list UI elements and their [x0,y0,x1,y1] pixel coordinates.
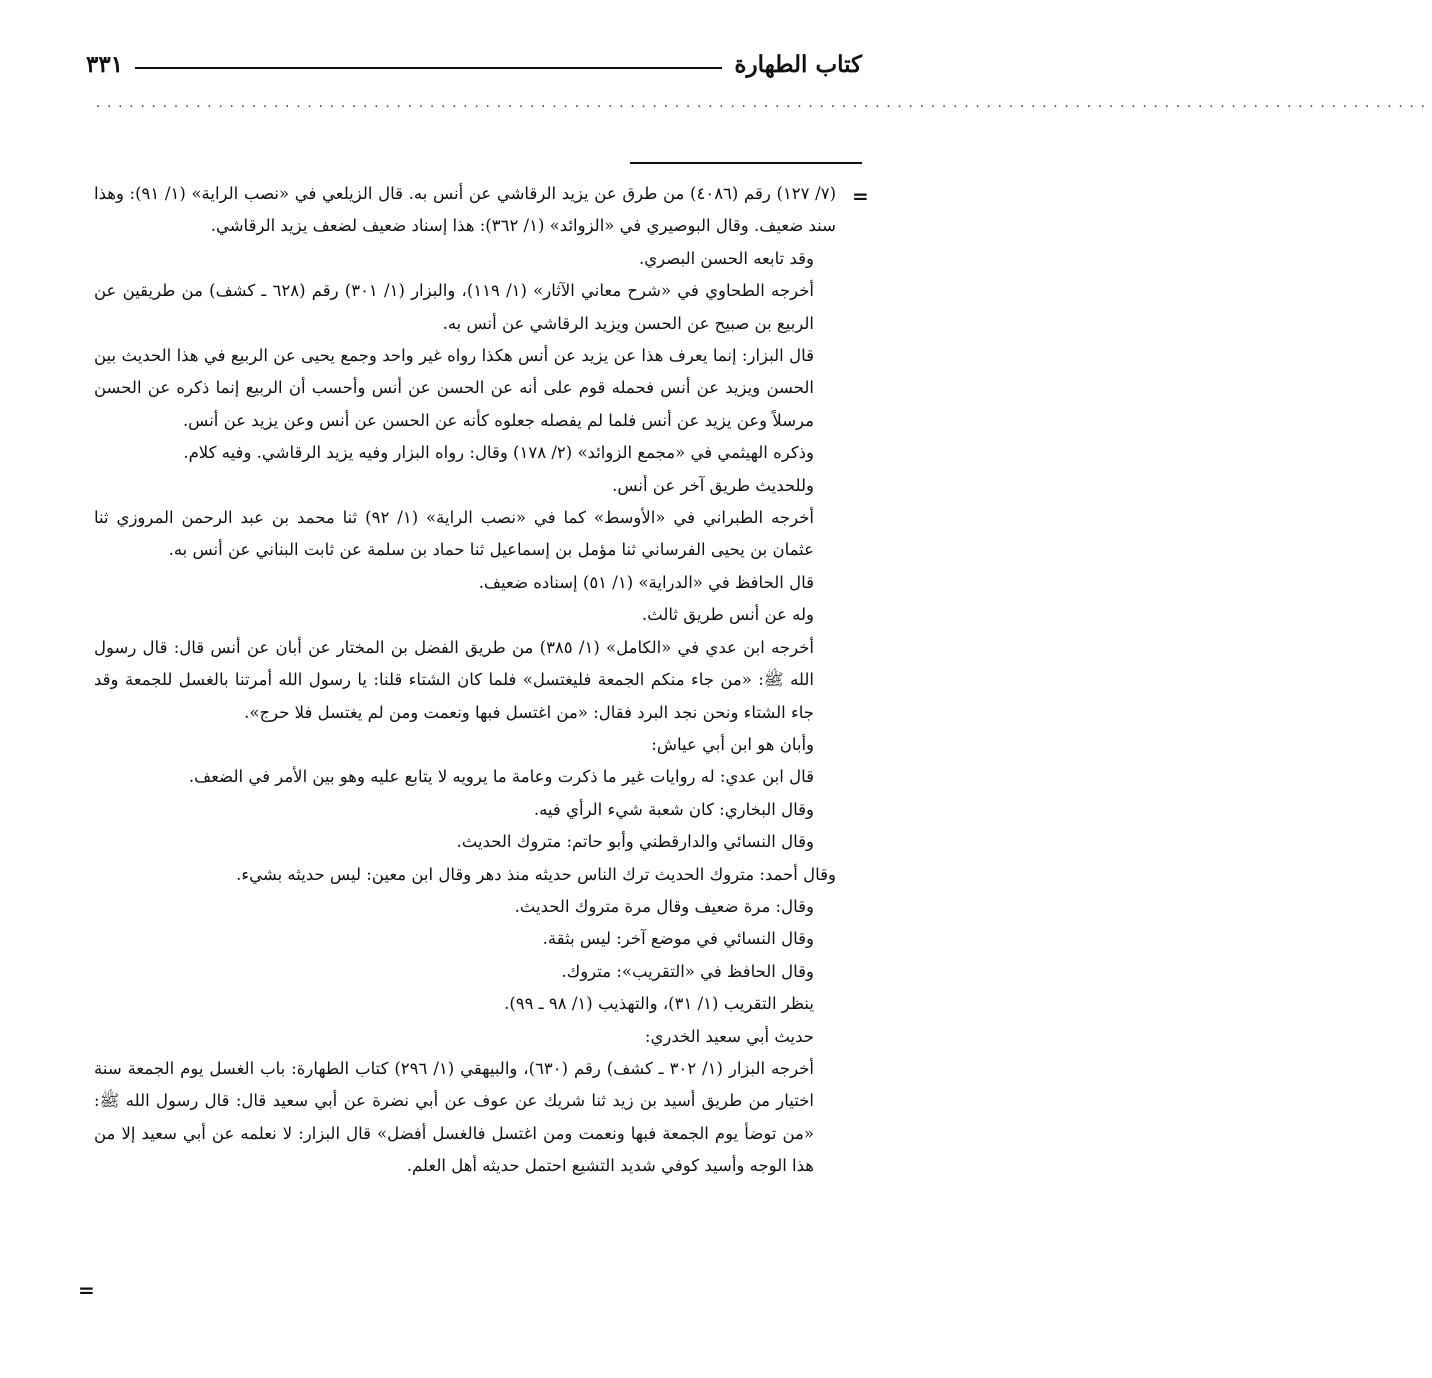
footnote-paragraph: أخرجه البزار (١/ ٣٠٢ ـ كشف) رقم (٦٣٠)، والبيهقي (١/ ٢٩٦) كتاب الطهارة: باب الغسل يوم الجمعة سنة اختيار من طريق أسيد بن زيد ثنا شريك عن عوف عن أبي نضرة عن أبي سعيد قال: قال رسول الله ﷺ: «من توضأ يوم الجمعة فبها ونعمت ومن اغتسل فالغسل أفضل» قال البزار: لا نعلمه عن أبي سعيد إلا من هذا الوجه وأسيد كوفي شديد التشيع احتمل حديثه أهل العلم. [94,1058,815,1176]
header-rule [135,67,722,69]
footnote-paragraph: وقال النسائي في موضع آخر: ليس بثقة. [542,929,814,949]
footnote-paragraph: وقد تابعه الحسن البصري. [639,248,814,268]
dotted-separator: ........................................................................................................................ [96,96,1432,111]
footnote-paragraph: قال البزار: إنما يعرف هذا عن يزيد عن أنس هكذا رواه غير واحد وجمع يحيى عن الربيع في هذا الحديث بين الحسن ويزيد عن أنس فحمله قوم على أنه عن الحسن عن أنس وأحسب أن الربيع إنما ذكره عن الحسن مرسلاً وعن يزيد عن أنس فلما لم يفصله جعلوه كأنه عن الحسن عن أنس وعن يزيد عن أنس. [94,346,814,430]
footnote-paragraph: وقال النسائي والدارقطني وأبو حاتم: متروك الحديث. [456,832,814,852]
footnote-paragraph: قال ابن عدي: له روايات غير ما ذكرت وعامة ما يرويه لا يتابع عليه وهو بين الأمر في الضعف. [188,767,814,787]
footnote-paragraph: وقال البخاري: كان شعبة شيء الرأي فيه. [533,799,814,819]
footnote-paragraph: وله عن أنس طريق ثالث. [641,605,814,625]
footnote-rule [630,162,862,164]
footnote-paragraph: وقال أحمد: متروك الحديث ترك الناس حديثه منذ دهر وقال ابن معين: ليس حديثه بشيء. [236,864,836,884]
footnote-paragraph: وقال: مرة ضعيف وقال مرة متروك الحديث. [514,896,814,916]
footnote-paragraph: أخرجه الطحاوي في «شرح معاني الآثار» (١/ ١١٩)، والبزار (١/ ٣٠١) رقم (٦٢٨ ـ كشف) من طريقين عن الربيع بن صبيح عن الحسن ويزيد الرقاشي عن أنس به. [94,281,814,333]
chapter-title: كتاب الطهارة [734,51,862,78]
continuation-marker-top: = [852,184,869,208]
footnote-paragraph: أخرجه ابن عدي في «الكامل» (١/ ٣٨٥) من طريق الفضل بن المختار عن أبان عن أنس قال: قال رسول الله ﷺ: «من جاء منكم الجمعة فليغتسل» فلما كان الشتاء قلنا: يا رسول الله أمرتنا بالغسل للجمعة وقد جاء الشتاء ونحن نجد البرد فقال: «من اغتسل فبها ونعمت ومن لم يغتسل فلا حرج». [94,637,815,722]
running-header [86,38,862,78]
footnote-paragraph: أخرجه الطبراني في «الأوسط» كما في «نصب الراية» (١/ ٩٢) ثنا محمد بن عبد الرحمن المروزي ثنا عثمان بن يحيى الفرساني ثنا مؤمل بن إسماعيل ثنا حماد بن سلمة عن ثابت البناني عن أنس به. [94,508,815,560]
footnote-paragraph: وللحديث طريق آخر عن أنس. [612,475,814,495]
footnote-paragraph: وقال الحافظ في «التقريب»: متروك. [561,961,814,981]
footnote-paragraph: وأبان هو ابن أبي عياش: [651,734,814,754]
footnote-paragraph: وذكره الهيثمي في «مجمع الزوائد» (٢/ ١٧٨) وقال: رواه البزار وفيه يزيد الرقاشي. وفيه كلام. [183,443,814,463]
page-number: ٣٣١ [86,51,124,78]
footnote-body [94,178,836,1183]
footnote-paragraph: حديث أبي سعيد الخدري: [644,1026,814,1046]
footnote-paragraph: (٧/ ١٢٧) رقم (٤٠٨٦) من طرق عن يزيد الرقاشي عن أنس به. قال الزيلعي في «نصب الراية» (١/ ٩١): وهذا سند ضعيف. وقال البوصيري في «الزوائد» (١/ ٣٦٢): هذا إسناد ضعيف لضعف يزيد الرقاشي. [94,184,837,236]
footnote-paragraph: ينظر التقريب (١/ ٣١)، والتهذيب (١/ ٩٨ ـ ٩٩). [504,994,814,1014]
continuation-marker-bottom: = [78,1278,95,1302]
footnote-paragraph: قال الحافظ في «الدراية» (١/ ٥١) إسناده ضعيف. [478,572,814,592]
